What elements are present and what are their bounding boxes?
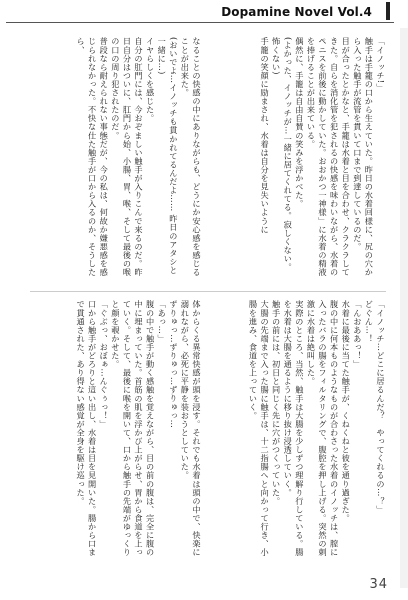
corner-marker <box>386 2 390 20</box>
text-column-top-right <box>214 37 386 279</box>
page-number: 34 <box>369 577 388 592</box>
text-column-bottom-left <box>30 300 202 558</box>
text-column-bottom-right <box>214 300 386 558</box>
text-column-top-left <box>30 37 202 279</box>
page-header <box>0 0 408 28</box>
magazine-title: Dopamine Novel Vol.4 <box>221 5 372 19</box>
column-divider <box>30 291 386 292</box>
paragraph-top-right: 「イノッチ!」 触手は手籠の口から生えていた。昨日の水着回様に、尻の穴から入った触手が流管を貫いて口まで到達しているのだ。 目が合ったとかなと、手籠は水着と目を合わせ、クラクラしてきた。自らを消化管を犯されるの快感を味わいながら、水着のペニスを前後に動かしていた。おおかつ一神様」に水着の精液を捧げることが出来ている。 偶然に、手籠は自由自賛の笑みを浮かべた。 (よかった、イノッチが…一緒に居てくれてる。寂しくない。怖くない) 手籠の笑顔に励まされ、水着は自分を見失いように <box>260 37 386 277</box>
paragraph-bottom-left: 体からくる異常快感が頭を浸す。それでも水着は頭の中で、快楽に溺れながら、必死に平静を装おうとしていた。 ずりゅっ…ずりゅっ…ずりゅっ… 「あっ…」 腹の中で触手が動く感触を覚えながら、目の前の腹は、完全に腹の中に埋まっていた。首筋の肌を浮かび上がらせ、胃から食道を上っていく。そして、最後に喉を開いて、口から触手の先端がゆっくりと顔を覗かせた。 「ぐぶっ、おぼぁ…んぐぅっ！」 口から触手がどろりと這い出し、水着は目を見開いた。腸から口まで貫通された、あり得ない感覚が全身を駆け巡った。 <box>76 300 202 557</box>
paragraph-top-left: なることの快感の中にありながらも、どうにか安心感を感じることが出来た。 (おいでよ…イノッチも貫かれてるんだよ…… 昨日のアタシと一緒に…) イヤらしくを感じた。 自分の肛門には、今おぞましい触手が入りこんで来るのだ。昨日自分はついに、肛門から始、小腸、胃、喉、そして最後の喉の口の周り犯されたのだ。 普段なら耐えられない事態だが、今の私は、何故か嫌悪感を感じられなかった。不快な仕た触手が口から入るのか、そうしたら、 <box>76 37 202 277</box>
header-rule <box>6 22 394 23</box>
side-margin-tab <box>400 28 408 588</box>
paragraph-bottom-right: 「イノッチ…どこに居るんだ？ やってくれるの…？」 どぐん…！ 「んおああっ！」 水着に最後に当てた触手が、くねくねと彼を通り過ぎた。 腹の中に何本ものようなものが合わさった水着のイノッチは、膣に入ったバラの腸をフィルタリングで、腹腔を押し上げる。突然の刺激に水着は絶叫した。 実際のところ、当然、触手は大腸を少しずつ理解り行している。腸を水着は大腸を通るように移り抜け浸透していく。 触手の前には、初日と同じく先に穴がつくっていた。 大腸の先端まで入った腸に触手は、十二指腸へと向かって行き、小腸を進み、食道を上っていく。 <box>248 300 386 557</box>
